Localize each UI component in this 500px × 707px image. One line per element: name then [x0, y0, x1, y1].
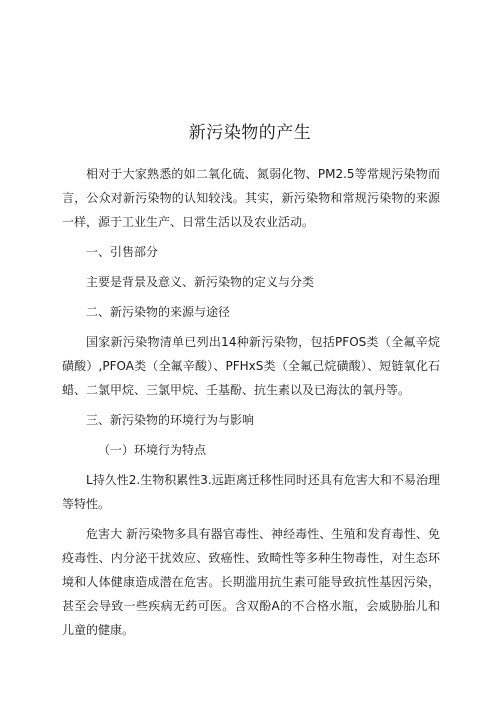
subsection-heading-1: （一）环境行为特点	[98, 443, 207, 457]
document-body	[62, 162, 440, 642]
paragraph-characteristics: L持久性2.生物积累性3.远距离迁移性同时还具有危害大和不易治理等特性。	[62, 473, 440, 511]
paragraph-hazards: 危害大 新污染物多具有器官毒性、神经毒性、生殖和发育毒性、免疫毒性、内分泌干扰效应、致癌性、致畸性等多种生物毒性，对生态环境和人体健康造成潜在危害。长期滥用抗生素可能导致抗性基因污染，甚至会导致一些疾病无药可医。含双酚A的不合格水瓶，会威胁胎儿和儿童的健康。	[62, 527, 440, 637]
section-heading-2: 二、新污染物的来源与途径	[86, 305, 231, 319]
document-title: 新污染物的产生	[188, 123, 312, 143]
paragraph-section-1: 主要是背景及意义、新污染物的定义与分类	[86, 275, 315, 289]
section-heading-1: 一、引售部分	[86, 245, 159, 259]
paragraph-intro: 相对于大家熟悉的如二氧化硫、氮弱化物、PM2.5等常规污染物而言，公众对新污染物的认知较浅。其实，新污染物和常规污染物的来源一样，源于工业生产、日常生活以及农业活动。	[62, 167, 440, 229]
paragraph-section-2: 国家新污染物清单已列出14种新污染物，包括PFOS类（全氟辛烷磺酸）,PFOA类（全氟辛酸）、PFHxS类（全氟己烷磺酸）、短链氧化石蜡、二氯甲烷、三氯甲烷、壬基酚、抗生素以及已海汰的氧丹等。	[62, 335, 440, 397]
section-heading-3: 三、新污染物的环境行为与影响	[86, 413, 255, 427]
